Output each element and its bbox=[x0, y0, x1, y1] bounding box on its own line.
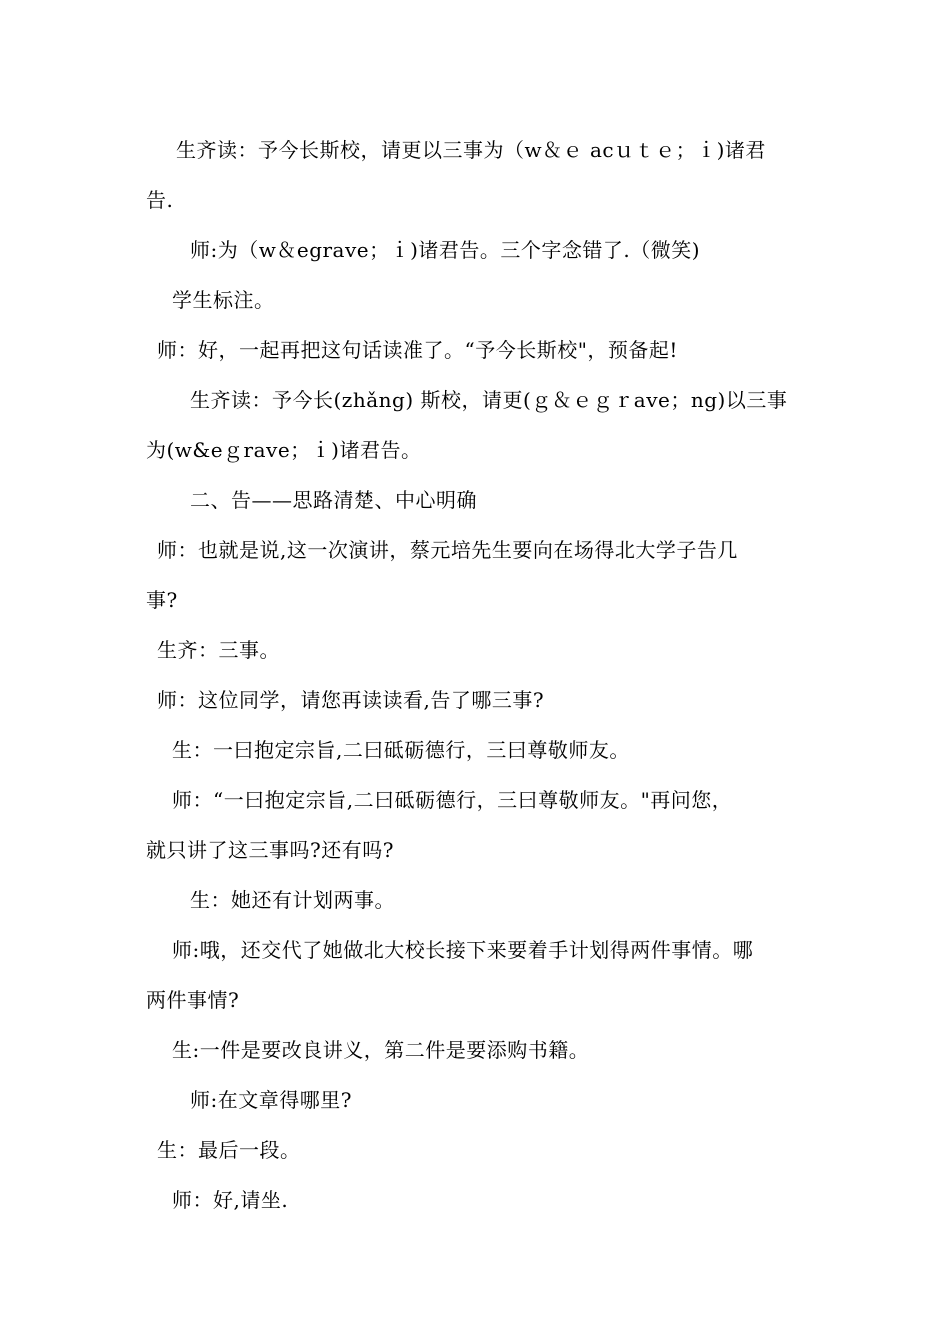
text-line: 师:在文章得哪里? bbox=[190, 1088, 352, 1112]
text-line: 生:一件是要改良讲义，第二件是要添购书籍。 bbox=[172, 1038, 590, 1062]
text-line: 生：最后一段。 bbox=[157, 1138, 301, 1162]
text-line: 为(w&eｇrave；ｉ)诸君告。 bbox=[146, 438, 422, 462]
text-line: 就只讲了这三事吗?还有吗? bbox=[146, 838, 394, 862]
section-heading: 二、告——思路清楚、中心明确 bbox=[190, 488, 477, 512]
text-line: 两件事情? bbox=[146, 988, 240, 1012]
text-line: 生齐读：予今长(zhǎng) 斯校，请更(ｇ＆ｅｇｒave；ng)以三事 bbox=[190, 388, 788, 412]
text-line: 师：这位同学，请您再读读看,告了哪三事? bbox=[157, 688, 545, 712]
text-line: 告. bbox=[146, 188, 174, 212]
text-line: 生：一曰抱定宗旨,二曰砥砺德行，三曰尊敬师友。 bbox=[172, 738, 630, 762]
text-line: 生：她还有计划两事。 bbox=[190, 888, 395, 912]
text-line: 师：“一曰抱定宗旨,二曰砥砺德行，三曰尊敬师友。"再问您， bbox=[172, 788, 733, 812]
text-line: 事? bbox=[146, 588, 178, 612]
text-line: 师:为（w＆egrave；ｉ)诸君告。三个字念错了.（微笑) bbox=[190, 238, 701, 262]
text-line: 师:哦，还交代了她做北大校长接下来要着手计划得两件事情。哪 bbox=[172, 938, 754, 962]
text-line: 师：也就是说,这一次演讲，蔡元培先生要向在场得北大学子告几 bbox=[157, 538, 738, 562]
text-line: 师：好,请坐. bbox=[172, 1188, 289, 1212]
text-line: 生齐：三事。 bbox=[157, 638, 280, 662]
text-line: 生齐读：予今长斯校，请更以三事为（w＆ｅ acｕｔｅ；ｉ)诸君 bbox=[176, 138, 766, 162]
text-line: 学生标注。 bbox=[172, 288, 275, 312]
text-line: 师：好，一起再把这句话读准了。“予今长斯校"，预备起! bbox=[157, 338, 678, 362]
